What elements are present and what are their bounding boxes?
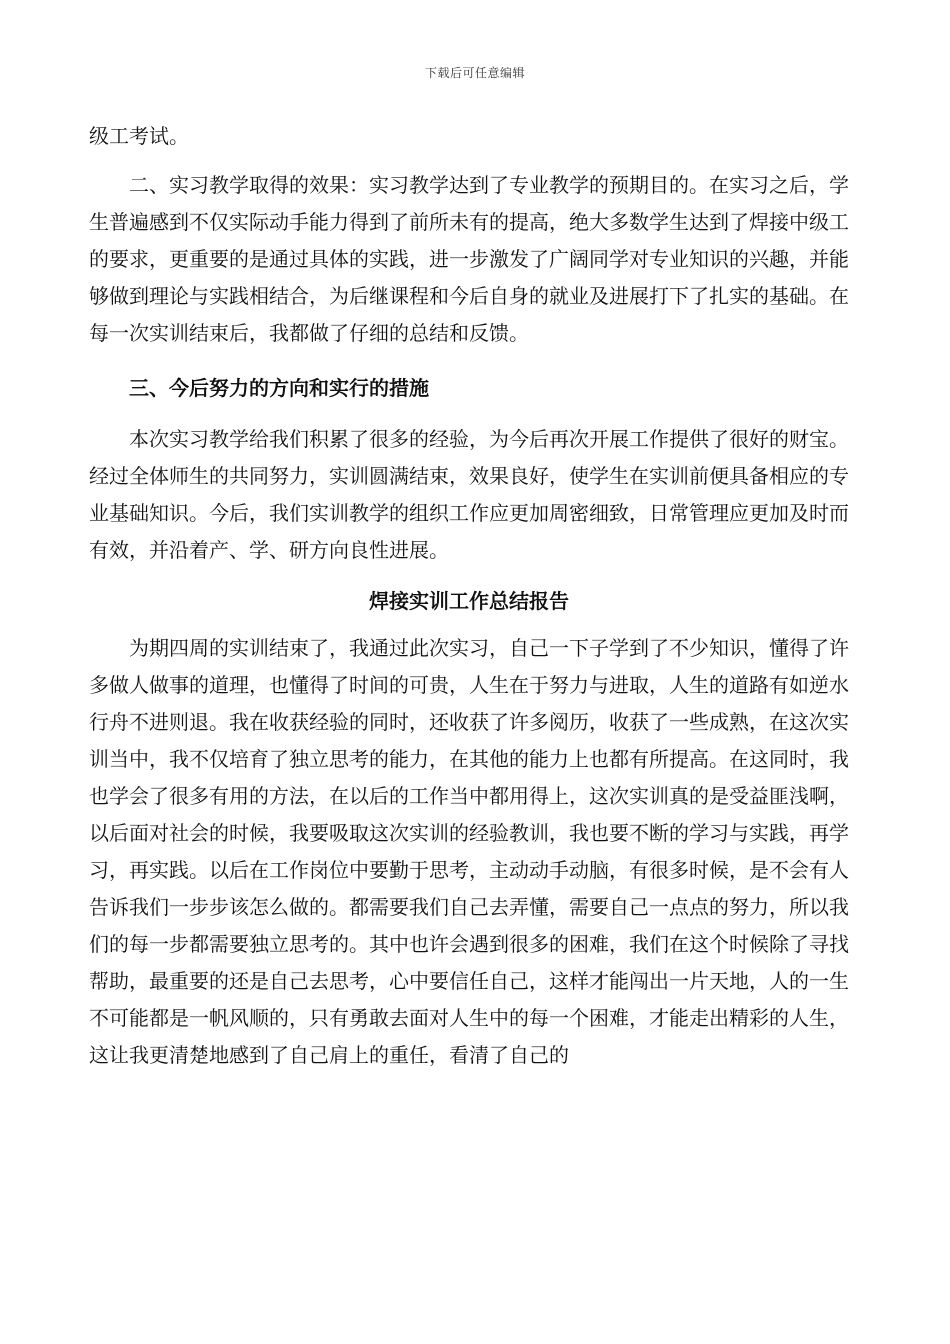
paragraph-report-body: 为期四周的实训结束了，我通过此次实习，自己一下子学到了不少知识，懂得了许多做人做事的道理，也懂得了时间的可贵，人生在于努力与进取，人生的道路有如逆水行舟不进则退。我在收获经验的同时，还收获了许多阅历，收获了一些成熟，在这次实训当中，我不仅培育了独立思考的能力，在其他的能力上也都有所提高。在这同时，我也学会了很多有用的方法，在以后的工作当中都用得上，这次实训真的是受益匪浅啊，以后面对社会的时候，我要吸取这次实训的经验教训，我也要不断的学习与实践，再学习，再实践。以后在工作岗位中要勤于思考，主动动手动脑，有很多时候，是不会有人告诉我们一步步该怎么做的。都需要我们自己去弄懂，需要自己一点点的努力，所以我们的每一步都需要独立思考的。其中也许会遇到很多的困难，我们在这个时候除了寻找帮助，最重要的还是自己去思考，心中要信任自己，这样才能闯出一片天地，人的一生不可能都是一帆风顺的，只有勇敢去面对人生中的每一个困难，才能走出精彩的人生，这让我更清楚地感到了自己肩上的重任，看清了自己的	[89, 636, 849, 1067]
report-title: 焊接实训工作总结报告	[369, 589, 569, 613]
paragraph-continuation: 级工考试。	[89, 124, 189, 148]
paragraph-section-three: 本次实习教学给我们积累了很多的经验，为今后再次开展工作提供了很好的财宝。经过全体师生的共同努力，实训圆满结束，效果良好，使学生在实训前便具备相应的专业基础知识。今后，我们实训教学的组织工作应更加周密细致，日常管理应更加及时而有效，并沿着产、学、研方向良性进展。	[89, 427, 849, 562]
section-heading-three: 三、今后努力的方向和实行的措施	[129, 376, 429, 400]
paragraph-section-two: 二、实习教学取得的效果：实习教学达到了专业教学的预期目的。在实习之后，学生普遍感到不仅实际动手能力得到了前所未有的提高，绝大多数学生达到了焊接中级工的要求，更重要的是通过具体的实践，进一步激发了广阔同学对专业知识的兴趣，并能够做到理论与实践相结合，为后继课程和今后自身的就业及进展打下了扎实的基础。在每一次实训结束后，我都做了仔细的总结和反馈。	[89, 173, 849, 345]
page-header: 下载后可任意编辑	[424, 66, 525, 80]
document-body	[89, 118, 849, 1074]
